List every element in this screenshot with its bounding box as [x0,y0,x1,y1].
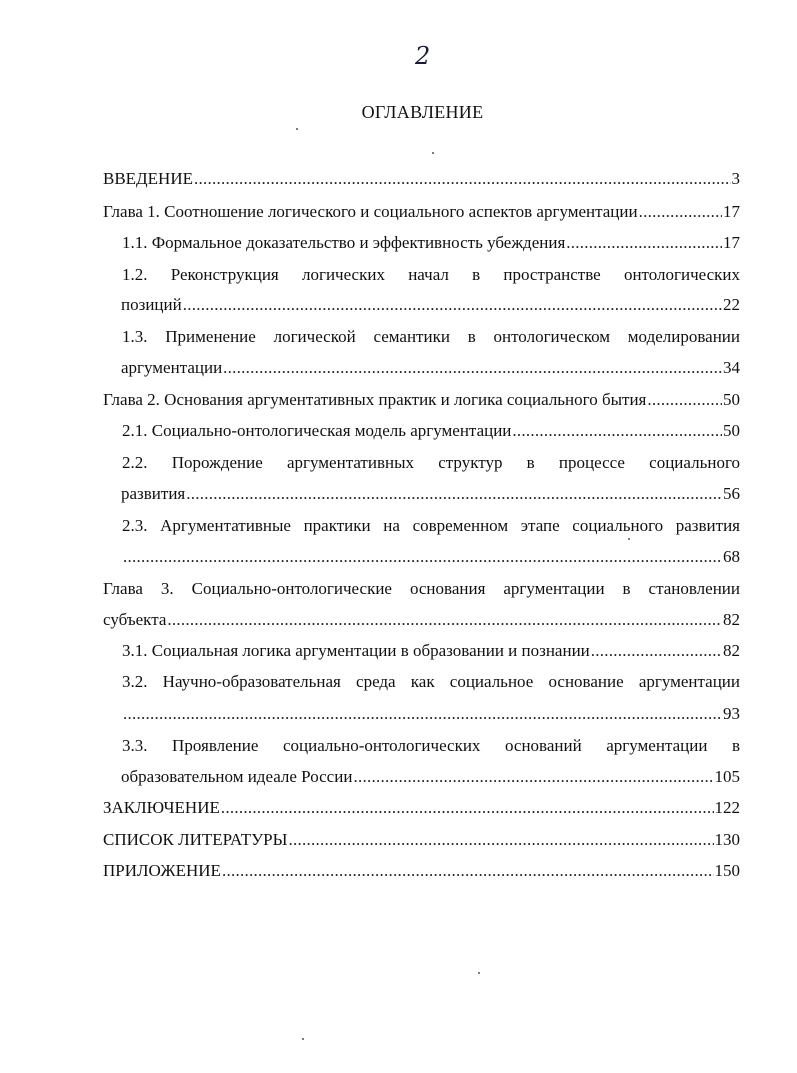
toc-entry-section-3-1[interactable] [122,640,740,662]
toc-entry-chapter-3-line1[interactable]: Глава 3. Социально-онтологические основания аргументации в становлении [103,579,740,598]
toc-leader-dots [183,294,722,316]
toc-leader-dots [221,797,714,819]
toc-entry-page: 130 [714,830,740,849]
handwritten-page-number: 2 [415,42,431,70]
scan-speck [302,1038,304,1040]
toc-entry-title: ПРИЛОЖЕНИЕ [103,861,221,880]
toc-leader-dots [194,168,731,190]
toc-entry-introduction[interactable] [103,168,740,190]
toc-leader-dots [566,232,722,254]
toc-entry-page: 50 [723,421,740,440]
toc-entry-page: 82 [723,641,740,660]
page-title: ОГЛАВЛЕНИЕ [361,102,484,122]
toc-entry-section-2-1[interactable] [122,420,740,442]
toc-entry-section-1-2[interactable] [121,294,740,316]
toc-leader-dots [167,609,722,631]
toc-entry-page: 22 [723,295,740,314]
toc-entry-title: 2.1. Социально-онтологическая модель аргументации [122,421,512,440]
toc-entry-section-1-1[interactable] [122,232,740,254]
toc-entry-appendix[interactable] [103,860,740,882]
toc-entry-title: ВВЕДЕНИЕ [103,169,193,188]
toc-leader-dots [288,829,713,851]
toc-entry-section-2-2[interactable] [121,483,740,505]
toc-entry-title: Глава 1. Соотношение логического и социального аспектов аргументации [103,202,638,221]
toc-leader-dots [512,420,722,442]
toc-entry-section-3-3[interactable] [121,766,740,788]
toc-entry-title: ЗАКЛЮЧЕНИЕ [103,798,220,817]
toc-entry-section-3-2[interactable] [122,703,740,725]
toc-entry-conclusion[interactable] [103,797,740,819]
toc-entry-title: 3.1. Социальная логика аргументации в образовании и познании [122,641,590,660]
toc-entry-page: 68 [723,547,740,566]
toc-entry-page: 93 [723,704,740,723]
toc-entry-page: 50 [723,390,740,409]
toc-entry-section-2-3-line1[interactable]: 2.3. Аргументативные практики на современном этапе социального развития [122,516,740,535]
toc-entry-page: 150 [714,861,740,880]
toc-leader-dots [647,389,722,411]
toc-leader-dots [123,703,722,725]
scan-speck [628,538,630,540]
toc-entry-title: образовательном идеале России [121,767,353,786]
toc-leader-dots [639,201,722,223]
toc-entry-title: 1.1. Формальное доказательство и эффективность убеждения [122,233,566,252]
toc-entry-page: 34 [723,358,740,377]
toc-leader-dots [123,546,722,568]
toc-entry-page: 56 [723,484,740,503]
scan-speck [296,128,298,130]
toc-entry-section-3-3-line1[interactable]: 3.3. Проявление социально-онтологических оснований аргументации в [122,736,740,755]
toc-entry-page: 105 [714,767,740,786]
toc-entry-page: 17 [723,202,740,221]
toc-entry-section-1-2-line1[interactable]: 1.2. Реконструкция логических начал в пространстве онтологических [122,265,740,284]
toc-entry-page: 82 [723,610,740,629]
toc-entry-section-2-3[interactable] [122,546,740,568]
toc-entry-title: СПИСОК ЛИТЕРАТУРЫ [103,830,288,849]
toc-leader-dots [186,483,722,505]
toc-entry-title: Глава 2. Основания аргументативных практик и логика социального бытия [103,390,647,409]
toc-entry-chapter-3[interactable] [103,609,740,631]
toc-leader-dots [222,860,714,882]
toc-entry-title: позиций [121,295,182,314]
toc-entry-section-1-3-line1[interactable]: 1.3. Применение логической семантики в онтологическом моделировании [122,327,740,346]
toc-leader-dots [591,640,722,662]
toc-entry-chapter-1[interactable] [103,201,740,223]
toc-entry-section-1-3[interactable] [121,357,740,379]
toc-entry-title: развития [121,484,186,503]
toc-entry-section-2-2-line1[interactable]: 2.2. Порождение аргументативных структур в процессе социального [122,453,740,472]
toc-entry-title: субъекта [103,610,167,629]
toc-leader-dots [223,357,722,379]
toc-entry-chapter-2[interactable] [103,389,740,411]
toc-entry-page: 3 [731,169,740,188]
scan-speck [432,152,434,154]
toc-entry-section-3-2-line1[interactable]: 3.2. Научно-образовательная среда как социальное основание аргументации [122,672,740,691]
toc-entry-bibliography[interactable] [103,829,740,851]
toc-entry-page: 122 [714,798,740,817]
toc-entry-page: 17 [723,233,740,252]
toc-leader-dots [353,766,713,788]
scan-speck [478,972,480,974]
toc-entry-title: аргументации [121,358,223,377]
